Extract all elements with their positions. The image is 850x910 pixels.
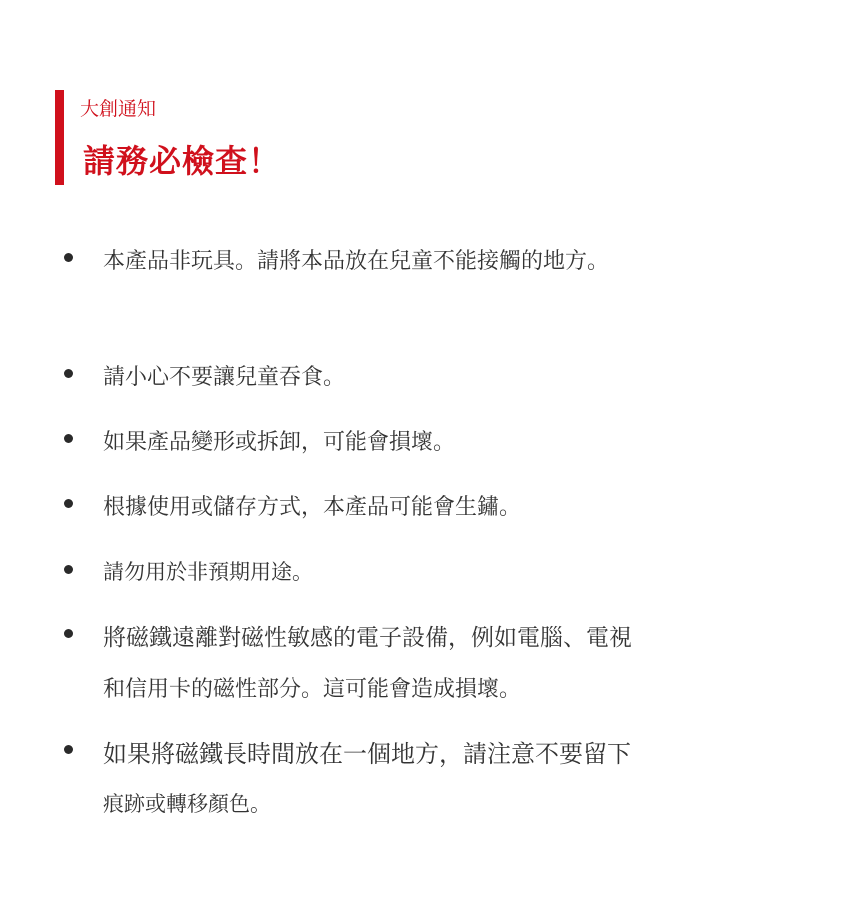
bullet-icon xyxy=(64,565,73,574)
notice-text: 根據使用或儲存方式，本產品可能會生鏽。 xyxy=(103,495,522,520)
brand-label: 大創通知 xyxy=(80,98,157,120)
bullet-icon xyxy=(64,253,73,262)
notice-header xyxy=(55,90,455,185)
bullet-icon xyxy=(64,434,73,443)
notice-text: 如果將磁鐵長時間放在一個地方，請注意不要留下 xyxy=(103,740,631,768)
bullet-icon xyxy=(64,629,73,638)
notice-text-continued: 痕跡或轉移顏色。 xyxy=(103,792,271,816)
notice-text: 本產品非玩具。請將本品放在兒童不能接觸的地方。 xyxy=(103,249,610,274)
notice-text: 請勿用於非預期用途。 xyxy=(103,560,313,584)
notice-text: 將磁鐵遠離對磁性敏感的電子設備，例如電腦、電視 xyxy=(103,625,632,651)
notice-text: 請小心不要讓兒童吞食。 xyxy=(103,365,346,390)
bullet-icon xyxy=(64,499,73,508)
notice-text-continued: 和信用卡的磁性部分。這可能會造成損壞。 xyxy=(103,677,522,702)
bullet-icon xyxy=(64,745,73,754)
accent-bar xyxy=(55,90,64,185)
bullet-icon xyxy=(64,369,73,378)
headline: 請務必檢查！ xyxy=(83,142,282,180)
notice-text: 如果產品變形或拆卸，可能會損壞。 xyxy=(103,430,456,455)
